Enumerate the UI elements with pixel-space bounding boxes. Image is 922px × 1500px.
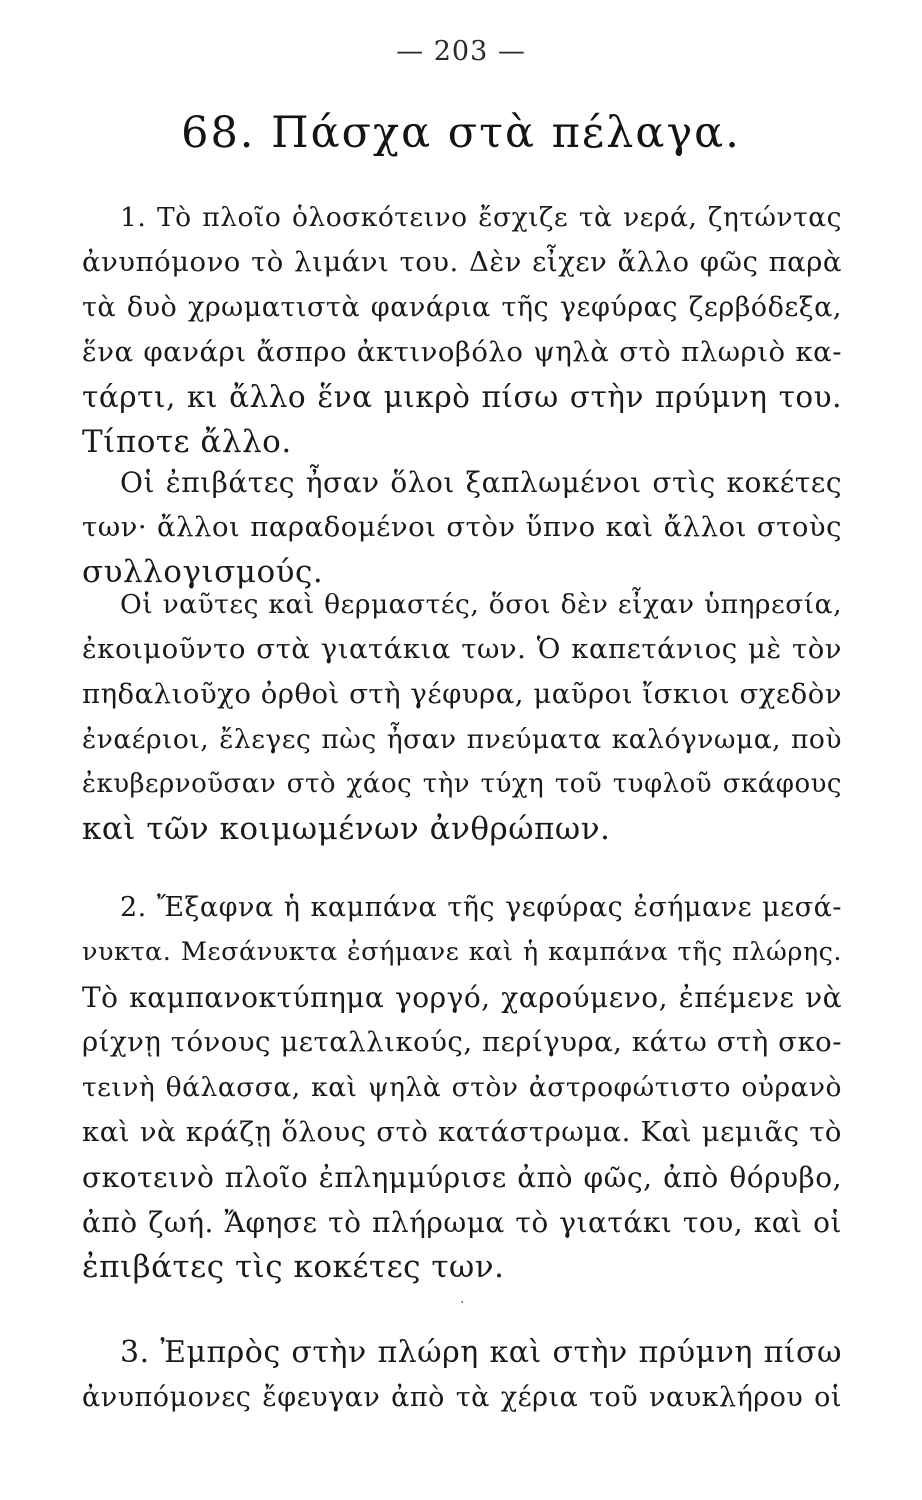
text-line: ἀπὸ ζωή. Ἄφησε τὸ πλήρωμα τὸ γιατάκι του, καὶ οἱ [82,1206,842,1239]
text-line: Τὸ καμπανοκτύπημα γοργό, χαρούμενο, ἐπέμενε νὰ [82,981,842,1014]
text-line: ἀνυπόμονες ἔφευγαν ἀπὸ τὰ χέρια τοῦ ναυκλήρου οἱ [82,1382,842,1413]
text-line: Τίποτε ἄλλο. [82,424,292,460]
text-line: τὰ δυὸ χρωματιστὰ φανάρια τῆς γεφύρας ζερβόδεξα, [82,292,842,323]
text-line: 2. Ἔξαφνα ἡ καμπάνα τῆς γεφύρας ἐσήμανε μεσά- [120,892,842,923]
paragraph-1 [82,195,842,465]
text-line: ἐπιβάτες τὶς κοκέτες των. [82,1249,505,1285]
text-line: ἐκυβερνοῦσαν στὸ χάος τὴν τύχη τοῦ τυφλοῦ σκάφους [82,769,842,799]
text-line: 1. Τὸ πλοῖο ὁλοσκότεινο ἔσχιζε τὰ νερά, ζητώντας [120,202,842,233]
text-line: καὶ νὰ κράζῃ ὅλους στὸ κατάστρωμα. Καὶ μεμιᾶς τὸ [82,1116,842,1148]
text-line: ἐναέριοι, ἔλεγες πὼς ἦσαν πνεύματα καλόγνωμα, ποὺ [82,724,842,755]
text-line: των· ἄλλοι παραδομένοι στὸν ὕπνο καὶ ἄλλοι στοὺς [82,511,842,543]
text-line: τεινὴ θάλασσα, καὶ ψηλὰ στὸν ἀστροφώτιστο οὐρανὸ [82,1072,842,1103]
page-number: — 203 — [396,36,526,67]
text-line: πηδαλιοῦχο ὀρθοὶ στὴ γέφυρα, μαῦροι ἴσκιοι σχεδὸν [82,678,842,710]
paragraph-3 [82,582,842,852]
text-line: Οἱ ναῦτες καὶ θερμαστές, ὅσοι δὲν εἶχαν ὑπηρεσία, [120,589,842,620]
text-line: τάρτι, κι ἄλλο ἕνα μικρὸ πίσω στὴν πρύμνη του. [82,380,842,414]
paragraph-5 [82,1330,842,1420]
text-line: ρίχνῃ τόνους μεταλλικούς, περίγυρα, κάτω στὴ σκο- [82,1026,842,1058]
text-line: συλλογισμούς. [82,554,324,590]
text-line: ἕνα φανάρι ἄσπρο ἀκτινοβόλο ψηλὰ στὸ πλωριὸ κα- [82,336,842,368]
paragraph-4 [82,885,842,1290]
text-line: Οἱ ἐπιβάτες ἦσαν ὅλοι ξαπλωμένοι στὶς κοκέτες [120,466,842,499]
text-line: 3. Ἐμπρὸς στὴν πλώρη καὶ στὴν πρύμνη πίσω [120,1335,842,1370]
text-line: ἐκοιμοῦντο στὰ γιατάκια των. Ὁ καπετάνιος μὲ τὸν [82,633,842,665]
paragraph-2 [82,460,842,595]
text-line: ἀνυπόμονο τὸ λιμάνι του. Δὲν εἶχεν ἄλλο φῶς παρὰ [82,246,842,278]
print-speck: · [460,1295,465,1311]
chapter-title: 68. Πάσχα στὰ πέλαγα. [181,108,741,158]
text-line: σκοτεινὸ πλοῖο ἐπλημμύρισε ἀπὸ φῶς, ἀπὸ θόρυβο, [82,1161,842,1194]
text-line: καὶ τῶν κοιμωμένων ἀνθρώπων. [82,811,611,847]
text-line: νυκτα. Μεσάνυκτα ἐσήμανε καὶ ἡ καμπάνα τῆς πλώρης. [82,937,842,967]
